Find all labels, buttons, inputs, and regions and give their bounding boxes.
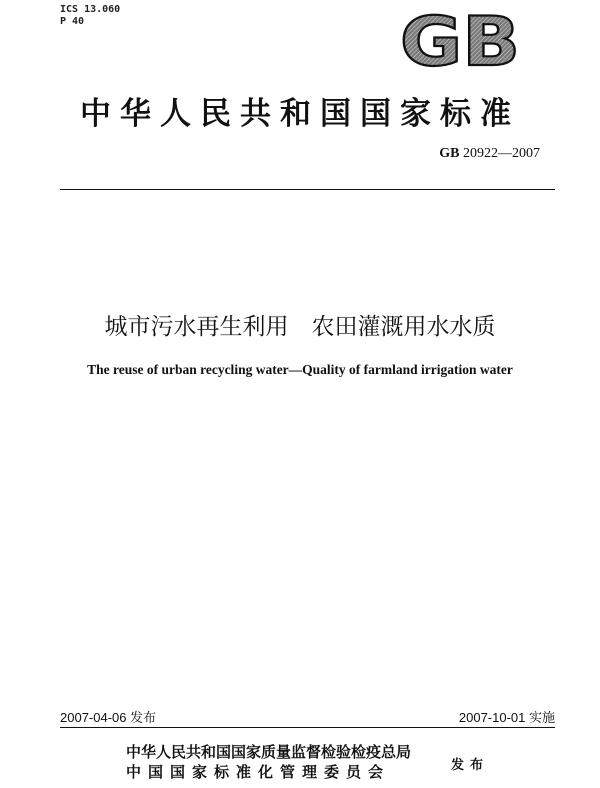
issue-date: 2007-04-06 发布 bbox=[60, 710, 157, 725]
header-divider bbox=[60, 189, 555, 190]
standard-number-prefix: GB bbox=[439, 146, 460, 161]
title-english: The reuse of urban recycling water—Quality of farmland irrigation water bbox=[87, 362, 513, 377]
issuer-aqsiq: 中华人民共和国国家质量监督检验检疫总局 bbox=[126, 743, 412, 761]
issuing-authorities bbox=[126, 742, 411, 782]
title-chinese: 城市污水再生利用 农田灌溉用水水质 bbox=[104, 314, 496, 340]
publish-label: 发布 bbox=[451, 758, 490, 773]
implementation-date: 2007-10-01 实施 bbox=[458, 710, 555, 725]
national-standard-heading: 中华人民共和国国家标准 bbox=[80, 96, 520, 132]
ics-code: ICS 13.060 bbox=[60, 4, 121, 15]
gb-logo-text: GB bbox=[400, 9, 520, 71]
classification-codes bbox=[60, 4, 120, 28]
standard-number bbox=[439, 146, 540, 162]
footer-divider bbox=[60, 727, 555, 728]
issuer-sac: 中国国家标准化管理委员会 bbox=[126, 763, 391, 781]
standard-number-value: 20922—2007 bbox=[463, 146, 540, 161]
ccs-code: P 40 bbox=[60, 16, 85, 27]
gb-logo bbox=[398, 9, 522, 71]
